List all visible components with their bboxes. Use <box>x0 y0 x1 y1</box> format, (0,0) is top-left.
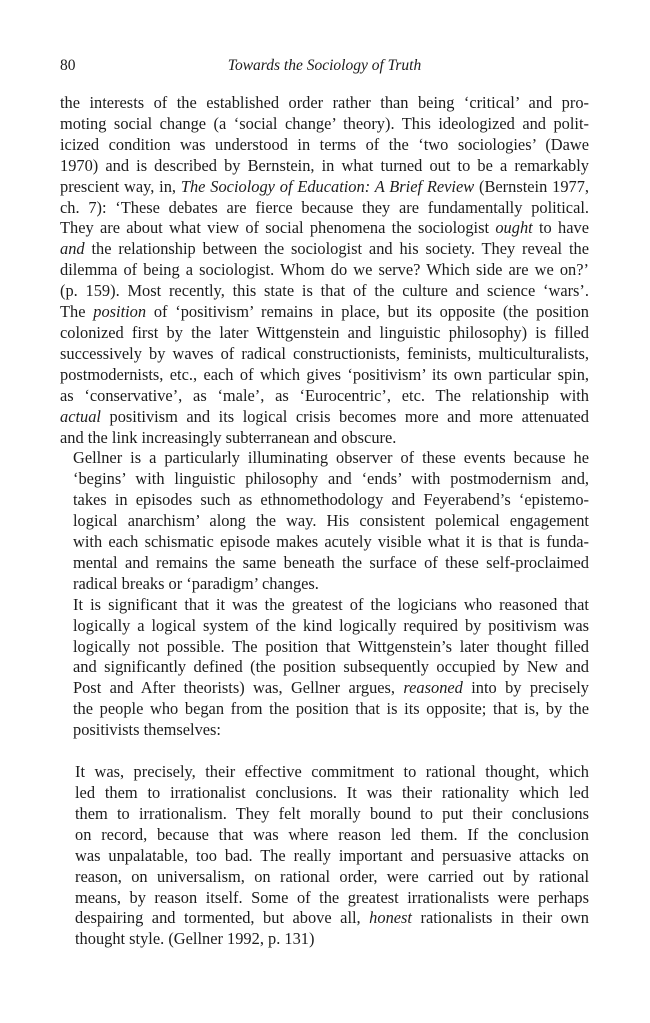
text-line: They are about what view of social phenomena the sociologist ought to have <box>60 218 589 238</box>
text-line: means, by reason itself. Some of the greatest irrationalists were perhaps <box>75 887 589 907</box>
text-line: postmodernists, etc., each of which gives ‘positivism’ its own particular spin, <box>60 364 589 384</box>
text-line: moting social change (a ‘social change’ theory). This ideologized and polit- <box>60 113 589 133</box>
page-number: 80 <box>60 57 76 74</box>
paragraph-1 <box>60 93 589 448</box>
text-line: takes in episodes such as ethnomethodology and Feyerabend’s ‘epistemo- <box>73 490 589 510</box>
text-line: It is significant that it was the greatest of the logicians who reasoned that <box>73 594 589 614</box>
text-line: 1970) and is described by Bernstein, in what turned out to be a remarkably <box>60 155 589 175</box>
text-line: logically a logical system of the kind logically required by positivism was <box>73 615 589 635</box>
text-line: prescient way, in, The Sociology of Education: A Brief Review (Bernstein 1977, <box>60 176 590 196</box>
text-line: positivists themselves: <box>73 720 221 740</box>
emphasis: reasoned <box>403 678 463 698</box>
text-line: logically not possible. The position that Wittgenstein’s later thought filled <box>73 636 589 656</box>
text-line: successively by waves of radical constructionists, feminists, multiculturalists, <box>60 343 589 363</box>
text-line: reason, on universalism, on rational order, were carried out by rational <box>75 866 589 886</box>
emphasis: honest <box>369 908 412 928</box>
text-line: icized condition was understood in terms of the ‘two sociologies’ (Dawe <box>60 134 589 154</box>
text-line: thought style. (Gellner 1992, p. 131) <box>75 929 315 949</box>
emphasis: The Sociology of Education: A Brief Review <box>180 176 475 196</box>
text-line: ‘begins’ with linguistic philosophy and ‘ends’ with postmodernism and, <box>73 469 589 489</box>
text-line: was unpalatable, too bad. The really important and persuasive attacks on <box>75 845 589 865</box>
text-line: and significantly defined (the position subsequently occupied by New and <box>73 657 589 677</box>
text-line: colonized first by the later Wittgenstein and linguistic philosophy) is filled <box>60 322 589 342</box>
text-line: led them to irrationalist conclusions. It was their rationality which led <box>75 783 589 802</box>
emphasis: position <box>93 302 147 322</box>
running-head <box>60 57 589 79</box>
paragraph-3 <box>60 595 589 741</box>
text-line: on record, because that was where reason led them. If the conclusion <box>75 824 589 844</box>
text-line: and the link increasingly subterranean and obscure. <box>60 427 397 447</box>
block-quote-text <box>75 762 589 950</box>
text-line: actual positivism and its logical crisis becomes more and more attenuated <box>60 406 589 426</box>
book-page <box>60 0 589 950</box>
text-line: (p. 159). Most recently, this state is that of the culture and science ‘wars’. <box>60 281 589 301</box>
text-line: dilemma of being a sociologist. Whom do we serve? Which side are we on?’ <box>60 260 589 280</box>
text-line: Gellner is a particularly illuminating observer of these events because he <box>73 448 589 468</box>
text-line: Post and After theorists) was, Gellner argues, reasoned into by precisely <box>73 678 589 698</box>
body-text <box>60 93 589 741</box>
text-line: despairing and tormented, but above all, honest rationalists in their own <box>75 908 589 928</box>
text-line: with each schismatic episode makes acutely visible what it is that is funda- <box>73 532 589 552</box>
block-quote <box>75 762 589 950</box>
running-title: Towards the Sociology of Truth <box>227 57 422 74</box>
text-line: and the relationship between the sociologist and his society. They reveal the <box>60 239 589 259</box>
text-line: radical breaks or ‘paradigm’ changes. <box>73 573 319 593</box>
text-line: It was, precisely, their effective commitment to rational thought, which <box>75 762 589 782</box>
text-line: them to irrationalism. They felt morally bound to put their conclusions <box>75 803 589 823</box>
text-line: The position of ‘positivism’ remains in place, but its opposite (the position <box>60 302 589 322</box>
text-line: as ‘conservative’, as ‘male’, as ‘Eurocentric’, etc. The relationship with <box>60 385 589 405</box>
text-line: logical anarchism’ along the way. His consistent polemical engagement <box>73 511 589 531</box>
emphasis: and <box>60 239 85 259</box>
emphasis: ought <box>495 218 533 238</box>
emphasis: actual <box>60 406 101 426</box>
paragraph-2 <box>60 448 589 594</box>
text-line: mental and remains the same beneath the surface of these self-proclaimed <box>73 552 589 572</box>
text-line: the people who began from the position that is its opposite; that is, by the <box>73 699 589 719</box>
text-line: ch. 7): ‘These debates are fierce because they are fundamentally political. <box>60 197 589 217</box>
text-line: the interests of the established order rather than being ‘critical’ and pro- <box>60 93 589 112</box>
